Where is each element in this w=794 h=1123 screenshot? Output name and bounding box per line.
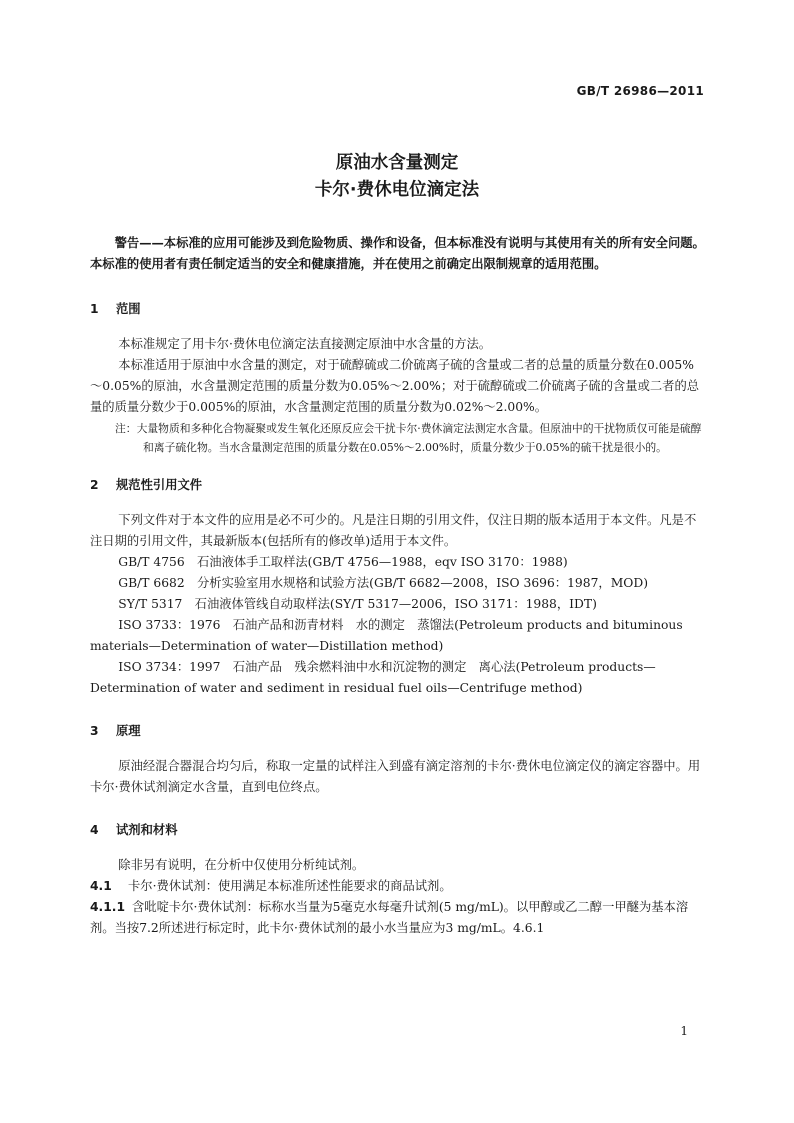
reference-item: GB/T 4756 石油液体手工取样法(GB/T 4756—1988，eqv ISO 3170：1988) bbox=[118, 555, 568, 569]
references-intro: 下列文件对于本文件的应用是必不可少的。凡是注日期的引用文件，仅注日期的版本适用于本文件。凡是不注日期的引用文件，其最新版本(包括所有的修改单)适用于本文件。 bbox=[90, 513, 697, 548]
section-title: 试剂和材料 bbox=[116, 823, 178, 837]
page-number: 1 bbox=[680, 1024, 688, 1038]
document-title bbox=[0, 150, 794, 204]
principle-paragraph: 原油经混合器混合均匀后，称取一定量的试样注入到盛有滴定溶剂的卡尔·费休电位滴定仪的滴定容器中。用卡尔·费休试剂滴定水含量，直到电位终点。 bbox=[90, 759, 701, 794]
section-title: 规范性引用文件 bbox=[116, 478, 203, 492]
document-body bbox=[90, 233, 705, 939]
scope-note: 注：大量物质和多种化合物凝聚或发生氧化还原反应会干扰卡尔·费休滴定法测定水含量。但原油中的干扰物质仅可能是硫醇和离子硫化物。当水含量测定范围的质量分数在0.05%～2.00%时，质量分数少于0.05%的硫干扰是很小的。 bbox=[115, 422, 702, 454]
clause-number: 4.1 bbox=[90, 879, 112, 893]
reference-item: SY/T 5317 石油液体管线自动取样法(SY/T 5317—2006，ISO 3171：1988，IDT) bbox=[118, 597, 597, 611]
section-3-heading bbox=[90, 721, 705, 742]
section-number: 1 bbox=[90, 302, 99, 316]
section-4-heading bbox=[90, 820, 705, 841]
section-title: 范围 bbox=[116, 302, 141, 316]
clause-number: 4.1.1 bbox=[90, 900, 126, 914]
reference-item: GB/T 6682 分析实验室用水规格和试验方法(GB/T 6682—2008，ISO 3696：1987，MOD) bbox=[118, 576, 649, 590]
section-title: 原理 bbox=[116, 724, 141, 738]
scope-paragraph-1: 本标准规定了用卡尔·费休电位滴定法直接测定原油中水含量的方法。 bbox=[118, 337, 492, 351]
clause-4-1-1 bbox=[90, 897, 705, 939]
section-1-heading bbox=[90, 299, 705, 320]
clause-4-1 bbox=[90, 876, 705, 897]
section-2-heading bbox=[90, 475, 705, 496]
standard-number: GB/T 26986—2011 bbox=[576, 84, 704, 98]
section-number: 4 bbox=[90, 823, 99, 837]
title-line-1: 原油水含量测定 bbox=[335, 153, 459, 173]
section-number: 2 bbox=[90, 478, 99, 492]
clause-text: 含吡啶卡尔·费休试剂：标称水当量为5毫克水每毫升试剂(5 mg/mL)。以甲醇或乙二醇一甲醚为基本溶剂。当按7.2所述进行标定时，此卡尔·费休试剂的最小水当量应为3 mg/mL。4.6.1 bbox=[90, 900, 689, 935]
clause-text: 卡尔·费休试剂：使用满足本标准所述性能要求的商品试剂。 bbox=[128, 879, 452, 893]
reagents-intro: 除非另有说明，在分析中仅使用分析纯试剂。 bbox=[118, 858, 365, 872]
reference-item: ISO 3733：1976 石油产品和沥青材料 水的测定 蒸馏法(Petroleum products and bituminous materials—Determination of water—Distillation method) bbox=[90, 618, 683, 653]
scope-paragraph-2: 本标准适用于原油中水含量的测定，对于硫醇硫或二价硫离子硫的含量或二者的总量的质量分数在0.005%～0.05%的原油，水含量测定范围的质量分数为0.05%～2.00%；对于硫醇硫或二价硫离子硫的含量或二者的总量的质量分数少于0.005%的原油，水含量测定范围的质量分数为0.02%～2.00%。 bbox=[90, 358, 700, 414]
section-number: 3 bbox=[90, 724, 99, 738]
reference-item: ISO 3734：1997 石油产品 残余燃料油中水和沉淀物的测定 离心法(Petroleum products—Determination of water and sediment in residual fuel oils—Centrifuge method) bbox=[90, 660, 656, 695]
warning-paragraph: 警告——本标准的应用可能涉及到危险物质、操作和设备，但本标准没有说明与其使用有关的所有安全问题。本标准的使用者有责任制定适当的安全和健康措施，并在使用之前确定出限制规章的适用范围。 bbox=[90, 236, 705, 271]
title-line-2: 卡尔·费休电位滴定法 bbox=[314, 180, 480, 200]
